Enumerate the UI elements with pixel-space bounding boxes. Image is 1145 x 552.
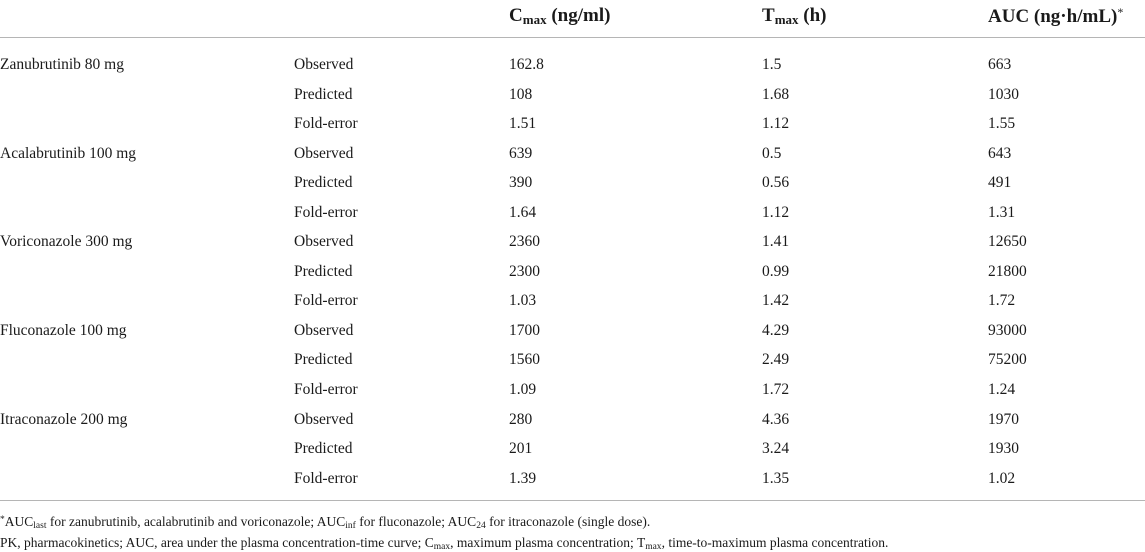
measure-type-cell: Observed — [294, 321, 354, 339]
auc-value-cell: 1.24 — [988, 381, 1016, 399]
cmax-value-cell: 1.64 — [509, 203, 537, 221]
tmax-value-cell: 1.5 — [762, 56, 782, 73]
measure-type-cell: Observed — [294, 144, 354, 162]
cmax-value-cell: 2300 — [509, 262, 540, 280]
tmax-value-cell: 1.12 — [762, 115, 790, 133]
auc-value-cell: 12650 — [988, 233, 1027, 251]
auc-value-cell: 1030 — [988, 85, 1019, 103]
table-row — [0, 257, 1145, 287]
tmax-value-cell: 1.41 — [762, 233, 790, 251]
measure-type-cell: Fold-error — [294, 292, 358, 310]
drug-name-cell: Acalabrutinib 100 mg — [0, 144, 137, 162]
header-divider — [0, 37, 1145, 38]
tmax-value-cell: 1.35 — [762, 469, 790, 487]
auc-value-cell: 1.72 — [988, 292, 1016, 310]
measure-type-cell: Fold-error — [294, 469, 358, 487]
table-row — [0, 405, 1145, 435]
table-row — [0, 109, 1145, 139]
cmax-value-cell: 639 — [509, 144, 533, 162]
tmax-value-cell: 0.99 — [762, 262, 790, 280]
tmax-value-cell: 0.5 — [762, 144, 782, 162]
auc-value-cell: 21800 — [988, 262, 1027, 280]
auc-value-cell: 1970 — [988, 410, 1019, 428]
drug-name-cell: Voriconazole 300 mg — [0, 233, 133, 251]
table-row — [0, 198, 1145, 228]
auc-value-cell: 643 — [988, 144, 1012, 162]
table-row — [0, 464, 1145, 494]
measure-type-cell: Predicted — [294, 174, 353, 192]
cmax-value-cell: 2360 — [509, 233, 540, 251]
auc-value-cell: 1930 — [988, 440, 1019, 458]
table-bottom-divider — [0, 500, 1145, 501]
measure-type-cell: Observed — [294, 233, 354, 251]
drug-name-cell: Itraconazole 200 mg — [0, 410, 128, 428]
header-cmax: $C_{max}$ (ng/ml) — [509, 5, 611, 27]
footnote-abbreviations: PK, pharmacokinetics; AUC, area under the plasma concentration-time curve; $C_{max}$, maximum plasma concentration; $T_{max}$, time-to-maximum plasma concentration. — [0, 535, 889, 552]
tmax-value-cell: 4.36 — [762, 410, 790, 428]
table-body — [0, 50, 1145, 493]
cmax-value-cell: 390 — [509, 174, 533, 192]
drug-name-cell: Zanubrutinib 80 mg — [0, 56, 124, 73]
cmax-value-cell: 162.8 — [509, 56, 544, 73]
cmax-value-cell: 1.51 — [509, 115, 537, 133]
tmax-value-cell: 1.42 — [762, 292, 790, 310]
table-row — [0, 168, 1145, 198]
measure-type-cell: Fold-error — [294, 203, 358, 221]
cmax-value-cell: 1.39 — [509, 469, 537, 487]
tmax-value-cell: 1.12 — [762, 203, 790, 221]
auc-value-cell: 491 — [988, 174, 1012, 192]
footnote-auc: $^*AUC_{last}$ for zanubrutinib, acalabrutinib and voriconazole; $AUC_{inf}$ for fluconazole; $AUC_{24}$ for itraconazole (single dose). — [0, 514, 651, 531]
tmax-value-cell: 0.56 — [762, 174, 790, 192]
measure-type-cell: Predicted — [294, 351, 353, 369]
tmax-value-cell: 1.68 — [762, 85, 790, 103]
tmax-value-cell: 1.72 — [762, 381, 790, 399]
cmax-value-cell: 1700 — [509, 321, 540, 339]
cmax-value-cell: 1.09 — [509, 381, 537, 399]
measure-type-cell: Observed — [294, 56, 354, 73]
table-row — [0, 434, 1145, 464]
auc-value-cell: 93000 — [988, 321, 1027, 339]
table-row — [0, 375, 1145, 405]
table-header — [0, 0, 1145, 38]
cmax-value-cell: 201 — [509, 440, 533, 458]
table-row — [0, 80, 1145, 110]
drug-name-cell: Fluconazole 100 mg — [0, 321, 127, 339]
measure-type-cell: Predicted — [294, 85, 353, 103]
table-row — [0, 286, 1145, 316]
table-row — [0, 50, 1145, 80]
auc-value-cell: 1.02 — [988, 469, 1016, 487]
auc-value-cell: 663 — [988, 56, 1012, 73]
table-row — [0, 139, 1145, 169]
tmax-value-cell: 2.49 — [762, 351, 790, 369]
header-tmax: $T_{max}$ (h) — [762, 5, 827, 27]
table-row — [0, 316, 1145, 346]
cmax-value-cell: 108 — [509, 85, 533, 103]
cmax-value-cell: 1560 — [509, 351, 540, 369]
auc-value-cell: 75200 — [988, 351, 1027, 369]
measure-type-cell: Fold-error — [294, 381, 358, 399]
measure-type-cell: Observed — [294, 410, 354, 428]
cmax-value-cell: 1.03 — [509, 292, 537, 310]
header-auc: AUC (ng·h/mL)* — [988, 5, 1124, 27]
measure-type-cell: Predicted — [294, 262, 353, 280]
table-row — [0, 345, 1145, 375]
auc-value-cell: 1.31 — [988, 203, 1016, 221]
table-row — [0, 227, 1145, 257]
measure-type-cell: Predicted — [294, 440, 353, 458]
tmax-value-cell: 4.29 — [762, 321, 790, 339]
cmax-value-cell: 280 — [509, 410, 533, 428]
tmax-value-cell: 3.24 — [762, 440, 790, 458]
measure-type-cell: Fold-error — [294, 115, 358, 133]
auc-value-cell: 1.55 — [988, 115, 1016, 133]
